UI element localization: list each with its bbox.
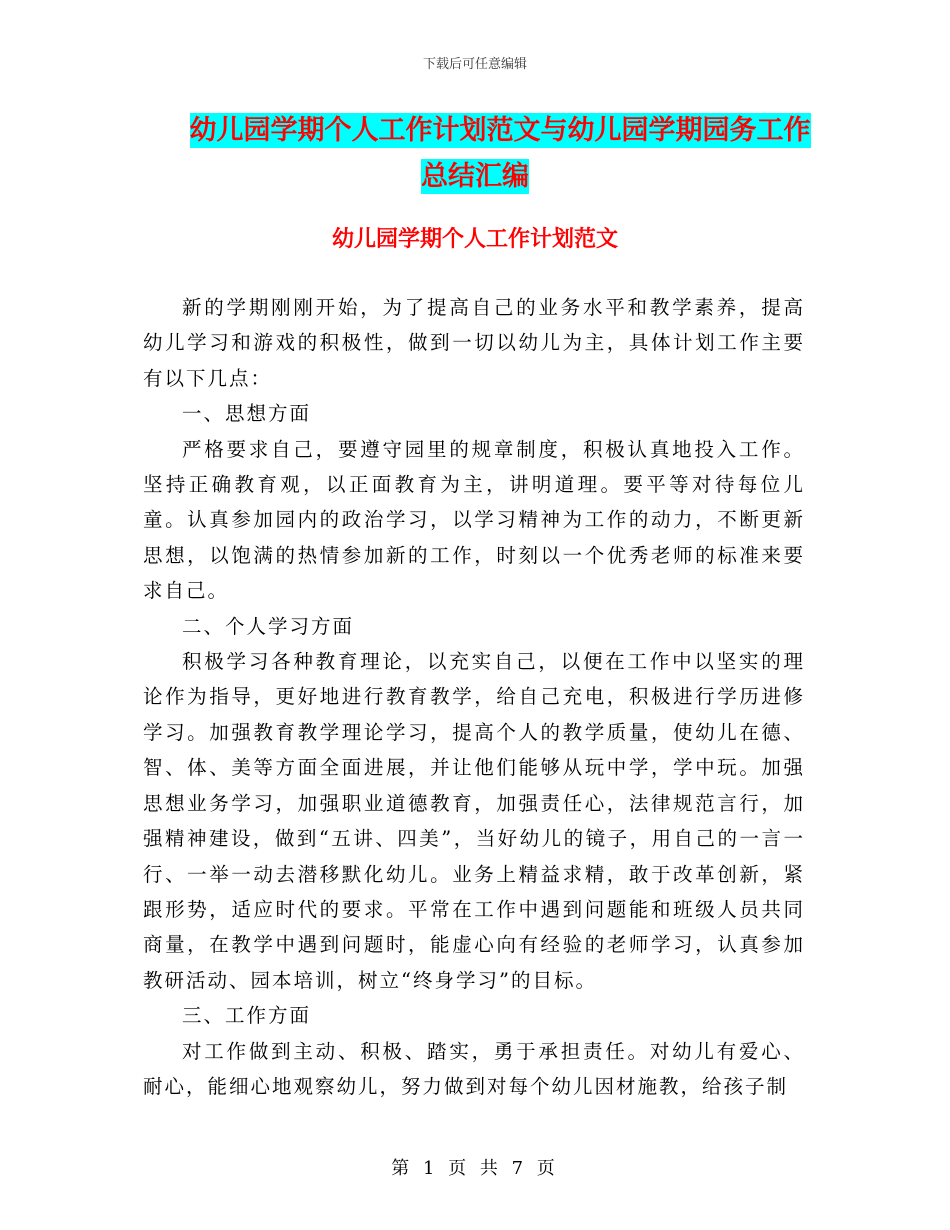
paragraph-personal-study: 积极学习各种教育理论，以充实自己，以便在工作中以坚实的理论作为指导，更好地进行教育教学，给自己充电，积极进行学历进修学习。加强教育教学理论学习，提高个人的教学质量，使幼儿在德、智、体、美等方面全面进展，并让他们能够从玩中学，学中玩。加强思想业务学习，加强职业道德教育，加强责任心，法律规范言行，加强精神建设，做到“五讲、四美”，当好幼儿的镜子，用自己的一言一行、一举一动去潜移默化幼儿。业务上精益求精，敢于改革创新，紧跟形势，适应时代的要求。平常在工作中遇到问题能和班级人员共同商量，在教学中遇到问题时，能虚心向有经验的老师学习，认真参加教研活动、园本培训，树立“终身学习”的目标。 (143, 650, 805, 992)
paragraph-work: 对工作做到主动、积极、踏实，勇于承担责任。对幼儿有爱心、耐心，能细心地观察幼儿，努力做到对每个幼儿因材施教，给孩子制 (143, 1039, 805, 1098)
document-title-line-2 (0, 156, 950, 198)
paragraph-thought: 严格要求自己，要遵守园里的规章制度，积极认真地投入工作。坚持正确教育观，以正面教育为主，讲明道理。要平等对待每位儿童。认真参加园内的政治学习，以学习精神为工作的动力，不断更新思想，以饱满的热情参加新的工作，时刻以一个优秀老师的标准来要求自己。 (143, 437, 805, 603)
title-highlight: 幼儿园学期个人工作计划范文与幼儿园学期园务工作 (189, 115, 811, 146)
title-highlight: 总结汇编 (421, 161, 529, 192)
heading-thought: 一、思想方面 (182, 402, 312, 426)
paragraph-intro: 新的学期刚刚开始，为了提高自己的业务水平和教学素养，提高幼儿学习和游戏的积极性，做到一切以幼儿为主，具体计划工作主要有以下几点： (143, 296, 805, 390)
section-title: 幼儿园学期个人工作计划范文 (331, 227, 618, 252)
document-title (0, 110, 950, 198)
document-body (143, 290, 805, 1104)
page-number-footer: 第 1 页 共 7 页 (391, 1158, 559, 1179)
document-title-line-1 (0, 110, 950, 152)
heading-work: 三、工作方面 (182, 1004, 312, 1028)
page-header-note: 下载后可任意编辑 (422, 57, 527, 72)
heading-personal-study: 二、个人学习方面 (182, 614, 355, 638)
